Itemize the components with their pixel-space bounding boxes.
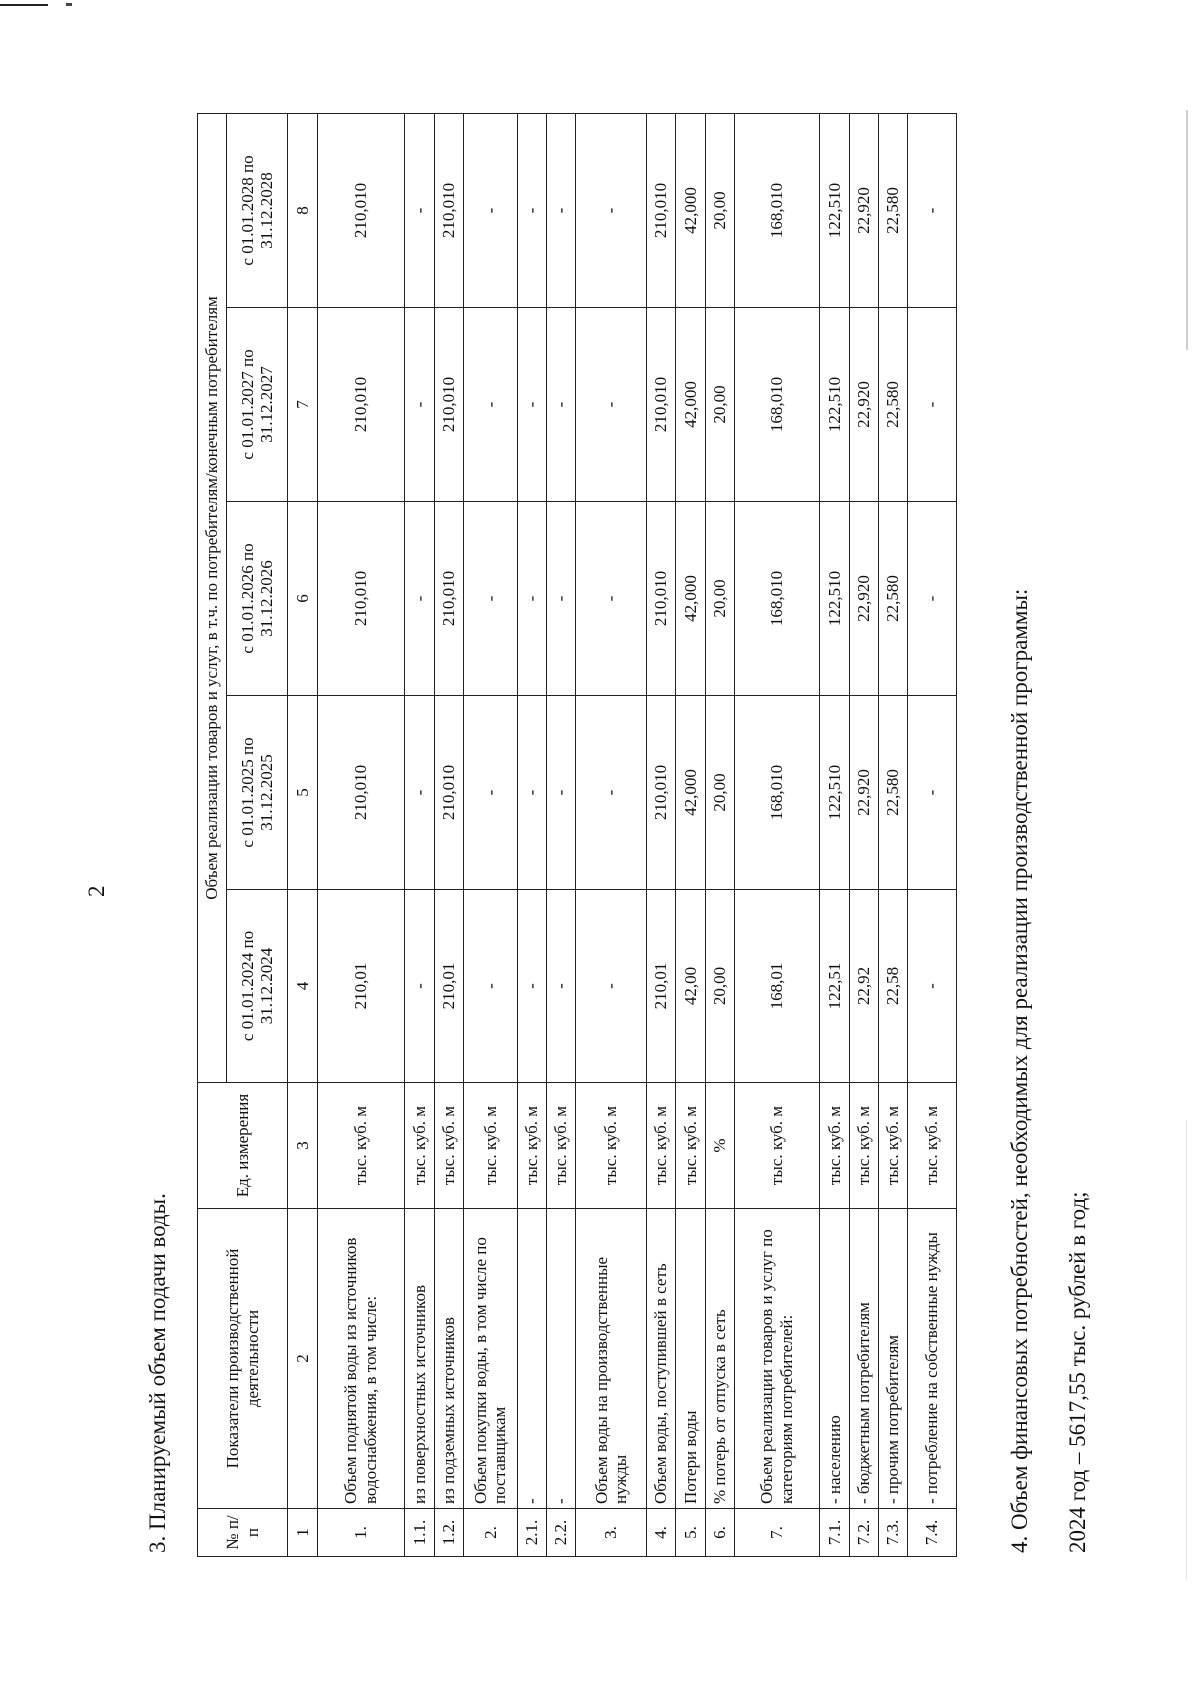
row-value: - [517, 890, 546, 1083]
row-value: - [405, 502, 434, 696]
row-value: 20,00 [705, 502, 734, 696]
header-period: с 01.01.2027 по 31.12.2027 [227, 308, 288, 502]
row-value: - [546, 502, 575, 696]
table-row [405, 113, 434, 1556]
row-value: 42,000 [676, 308, 705, 502]
row-value: - [463, 308, 517, 502]
row-indicator: - населению [820, 1209, 849, 1509]
table-row [646, 113, 675, 1556]
table-row [849, 113, 878, 1556]
row-value: 22,920 [849, 308, 878, 502]
index-cell: 2 [288, 1209, 317, 1509]
row-value: - [405, 890, 434, 1083]
row-value: 122,510 [820, 696, 849, 890]
row-value: 22,920 [849, 696, 878, 890]
row-value: 122,510 [820, 113, 849, 307]
row-num: 7. [734, 1509, 819, 1557]
row-value: 122,51 [820, 890, 849, 1083]
row-value: - [576, 308, 647, 502]
row-num: 7.3. [878, 1509, 907, 1557]
page-number: 2 [84, 885, 109, 897]
header-unit: Ед. измерения [198, 1083, 288, 1209]
row-value: - [405, 113, 434, 307]
row-num: 1.1. [405, 1509, 434, 1557]
row-value: 20,00 [705, 890, 734, 1083]
row-num: 1. [317, 1509, 405, 1557]
row-value: - [576, 502, 647, 696]
table-row [434, 113, 463, 1556]
row-unit: тыс. куб. м [317, 1083, 405, 1209]
index-cell: 5 [288, 696, 317, 890]
row-value: 22,580 [878, 113, 907, 307]
row-value: 42,000 [676, 502, 705, 696]
row-value: 168,010 [734, 502, 819, 696]
row-value: - [517, 502, 546, 696]
table-row [546, 113, 575, 1556]
row-unit: тыс. куб. м [405, 1083, 434, 1209]
row-unit: тыс. куб. м [434, 1083, 463, 1209]
row-value: - [546, 308, 575, 502]
row-value: - [546, 890, 575, 1083]
row-value: - [463, 696, 517, 890]
row-indicator: - [517, 1209, 546, 1509]
row-num: 1.2. [434, 1509, 463, 1557]
row-indicator: - [546, 1209, 575, 1509]
row-value: 22,58 [878, 890, 907, 1083]
table-row [734, 113, 819, 1556]
index-cell: 8 [288, 113, 317, 307]
water-supply-table [197, 113, 957, 1557]
row-num: 2.1. [517, 1509, 546, 1557]
row-value: 42,000 [676, 696, 705, 890]
header-indicator: Показатели производственной деятельности [198, 1209, 288, 1509]
row-indicator: - прочим потребителям [878, 1209, 907, 1509]
row-unit: тыс. куб. м [576, 1083, 647, 1209]
row-unit: % [705, 1083, 734, 1209]
row-value: 22,920 [849, 502, 878, 696]
header-num: № п/п [198, 1509, 288, 1557]
row-value: 168,010 [734, 113, 819, 307]
financing-2024: 2024 год – 5617,55 тыс. рублей в год; [1065, 1191, 1090, 1553]
row-value: 210,010 [646, 502, 675, 696]
row-value: 210,010 [434, 113, 463, 307]
table-row [878, 113, 907, 1556]
row-value: 22,920 [849, 113, 878, 307]
row-value: 20,00 [705, 696, 734, 890]
header-period: с 01.01.2026 по 31.12.2026 [227, 502, 288, 696]
row-value: - [405, 308, 434, 502]
table-row [576, 113, 647, 1556]
table-row [463, 113, 517, 1556]
row-value: 122,510 [820, 502, 849, 696]
row-value: - [405, 696, 434, 890]
row-value: 210,010 [317, 308, 405, 502]
table-row [705, 113, 734, 1556]
row-num: 7.2. [849, 1509, 878, 1557]
row-indicator: Объем реализации товаров и услуг по категориям потребителей: [734, 1209, 819, 1509]
row-unit: тыс. куб. м [878, 1083, 907, 1209]
row-value: 210,010 [434, 308, 463, 502]
row-indicator: Объем покупки воды, в том числе по поставщикам [463, 1209, 517, 1509]
row-value: 22,580 [878, 502, 907, 696]
section-4-title: 4. Объем финансовых потребностей, необходимых для реализации производственной программы: [1007, 588, 1032, 1553]
row-value: - [463, 890, 517, 1083]
row-indicator: Объем воды, поступившей в сеть [646, 1209, 675, 1509]
row-value: - [908, 502, 957, 696]
row-indicator: из поверхностных источников [405, 1209, 434, 1509]
row-unit: тыс. куб. м [546, 1083, 575, 1209]
row-unit: тыс. куб. м [517, 1083, 546, 1209]
header-period: с 01.01.2028 по 31.12.2028 [227, 113, 288, 307]
row-value: 210,010 [646, 696, 675, 890]
row-value: - [576, 113, 647, 307]
row-indicator: - потребление на собственные нужды [908, 1209, 957, 1509]
row-value: - [517, 308, 546, 502]
row-value: - [908, 113, 957, 307]
row-value: - [908, 696, 957, 890]
row-value: - [517, 113, 546, 307]
row-value: - [517, 696, 546, 890]
row-value: 210,010 [646, 113, 675, 307]
row-value: 22,580 [878, 308, 907, 502]
header-group: Объем реализации товаров и услуг, в т.ч. по потребителям/конечным потребителям [198, 113, 227, 1082]
table-row [908, 113, 957, 1556]
row-value: 42,000 [676, 113, 705, 307]
row-unit: тыс. куб. м [820, 1083, 849, 1209]
row-value: 122,510 [820, 308, 849, 502]
header-period: с 01.01.2025 по 31.12.2025 [227, 696, 288, 890]
header-period: с 01.01.2024 по 31.12.2024 [227, 890, 288, 1083]
row-value: 42,00 [676, 890, 705, 1083]
row-num: 2.2. [546, 1509, 575, 1557]
row-unit: тыс. куб. м [676, 1083, 705, 1209]
row-value: - [908, 890, 957, 1083]
row-value: - [463, 502, 517, 696]
row-num: 7.4. [908, 1509, 957, 1557]
row-value: 20,00 [705, 308, 734, 502]
row-unit: тыс. куб. м [646, 1083, 675, 1209]
row-indicator: % потерь от отпуска в сеть [705, 1209, 734, 1509]
row-value: 168,01 [734, 890, 819, 1083]
table-row [820, 113, 849, 1556]
row-value: 210,01 [317, 890, 405, 1083]
row-num: 3. [576, 1509, 647, 1557]
row-indicator: Потери воды [676, 1209, 705, 1509]
row-unit: тыс. куб. м [463, 1083, 517, 1209]
row-value: 22,92 [849, 890, 878, 1083]
row-value: - [576, 696, 647, 890]
row-value: 210,01 [646, 890, 675, 1083]
row-value: 210,010 [434, 502, 463, 696]
index-cell: 7 [288, 308, 317, 502]
row-unit: тыс. куб. м [734, 1083, 819, 1209]
row-unit: тыс. куб. м [849, 1083, 878, 1209]
row-indicator: Объем поднятой воды из источников водоснабжения, в том числе: [317, 1209, 405, 1509]
row-value: 210,010 [317, 502, 405, 696]
row-value: 20,00 [705, 113, 734, 307]
row-value: 210,010 [317, 113, 405, 307]
row-indicator: из подземных источников [434, 1209, 463, 1509]
row-num: 4. [646, 1509, 675, 1557]
row-num: 2. [463, 1509, 517, 1557]
row-num: 7.1. [820, 1509, 849, 1557]
row-value: - [908, 308, 957, 502]
row-value: 22,580 [878, 696, 907, 890]
row-value: - [463, 113, 517, 307]
row-value: 210,01 [434, 890, 463, 1083]
table-row [517, 113, 546, 1556]
row-value: - [546, 113, 575, 307]
row-unit: тыс. куб. м [908, 1083, 957, 1209]
row-value: - [546, 696, 575, 890]
row-value: - [576, 890, 647, 1083]
row-value: 210,010 [646, 308, 675, 502]
row-value: 210,010 [434, 696, 463, 890]
index-cell: 4 [288, 890, 317, 1083]
table-row [317, 113, 405, 1556]
index-cell: 6 [288, 502, 317, 696]
row-num: 5. [676, 1509, 705, 1557]
index-cell: 1 [288, 1509, 317, 1557]
row-value: 210,010 [317, 696, 405, 890]
row-indicator: - бюджетным потребителям [849, 1209, 878, 1509]
index-cell: 3 [288, 1083, 317, 1209]
row-value: 168,010 [734, 696, 819, 890]
section-3-title: 3. Планируемый объем подачи воды. [145, 1193, 170, 1553]
row-num: 6. [705, 1509, 734, 1557]
row-value: 168,010 [734, 308, 819, 502]
table-row [676, 113, 705, 1556]
row-indicator: Объем воды на производственные нужды [576, 1209, 647, 1509]
